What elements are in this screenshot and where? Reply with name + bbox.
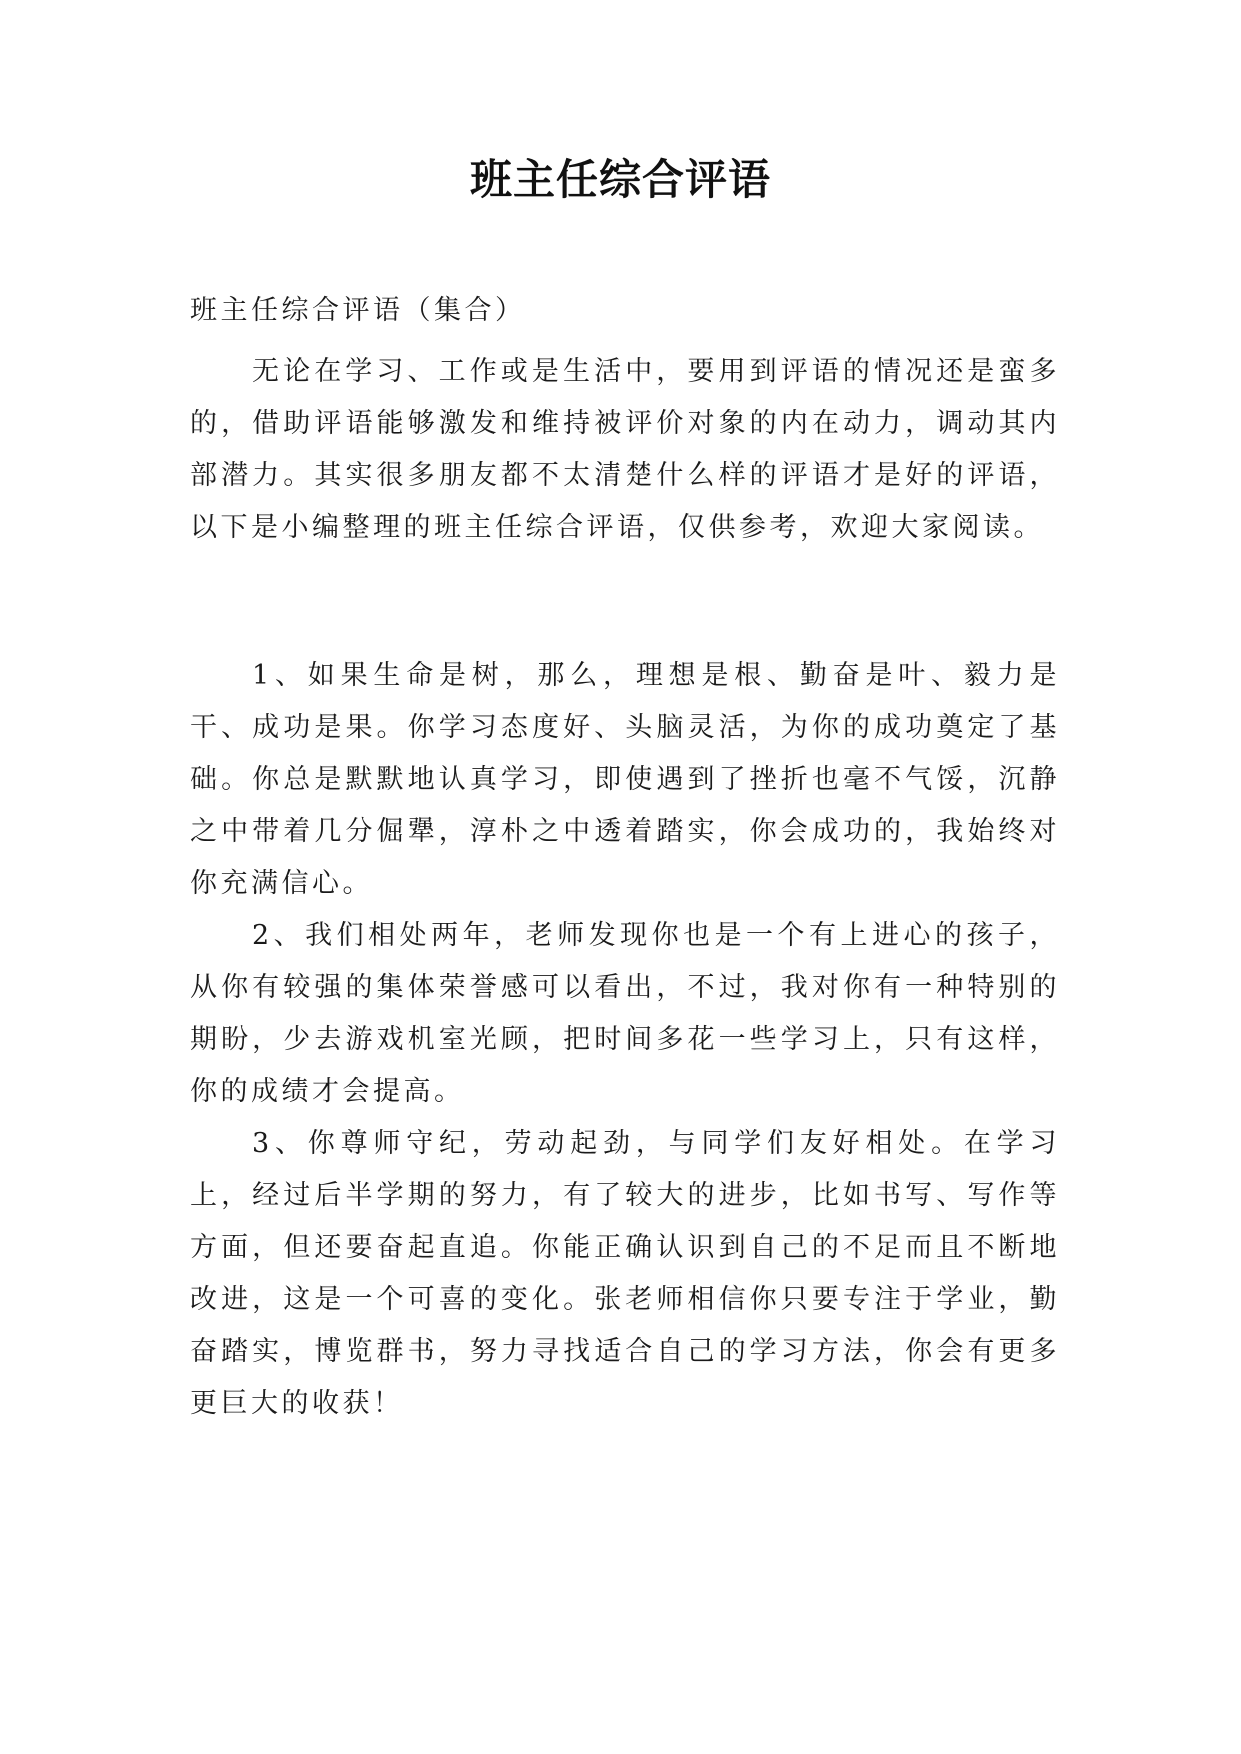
document-title: 班主任综合评语 — [469, 155, 771, 204]
paragraph-gap — [190, 554, 1060, 650]
comment-item-2: 2、我们相处两年，老师发现你也是一个有上进心的孩子，从你有较强的集体荣誉感可以看出，不过，我对你有一种特别的期盼，少去游戏机室光顾，把时间多花一些学习上，只有这样，你的成绩才会提高。 — [190, 920, 1060, 1107]
comment-item-3: 3、你尊师守纪，劳动起劲，与同学们友好相处。在学习上，经过后半学期的努力，有了较大的进步，比如书写、写作等方面，但还要奋起直追。你能正确认识到自己的不足而且不断地改进，这是一个可喜的变化。张老师相信你只要专注于学业，勤奋踏实，博览群书，努力寻找适合自己的学习方法，你会有更多更巨大的收获！ — [190, 1128, 1060, 1419]
document-subtitle: 班主任综合评语（集合） — [190, 295, 526, 326]
intro-paragraph: 无论在学习、工作或是生活中，要用到评语的情况还是蛮多的，借助评语能够激发和维持被评价对象的内在动力，调动其内部潜力。其实很多朋友都不太清楚什么样的评语才是好的评语，以下是小编整理的班主任综合评语，仅供参考，欢迎大家阅读。 — [190, 356, 1060, 543]
document-body — [190, 285, 1060, 1430]
comment-item-1: 1、如果生命是树，那么，理想是根、勤奋是叶、毅力是干、成功是果。你学习态度好、头脑灵活，为你的成功奠定了基础。你总是默默地认真学习，即使遇到了挫折也毫不气馁，沉静之中带着几分倔犟，淳朴之中透着踏实，你会成功的，我始终对你充满信心。 — [190, 660, 1060, 899]
